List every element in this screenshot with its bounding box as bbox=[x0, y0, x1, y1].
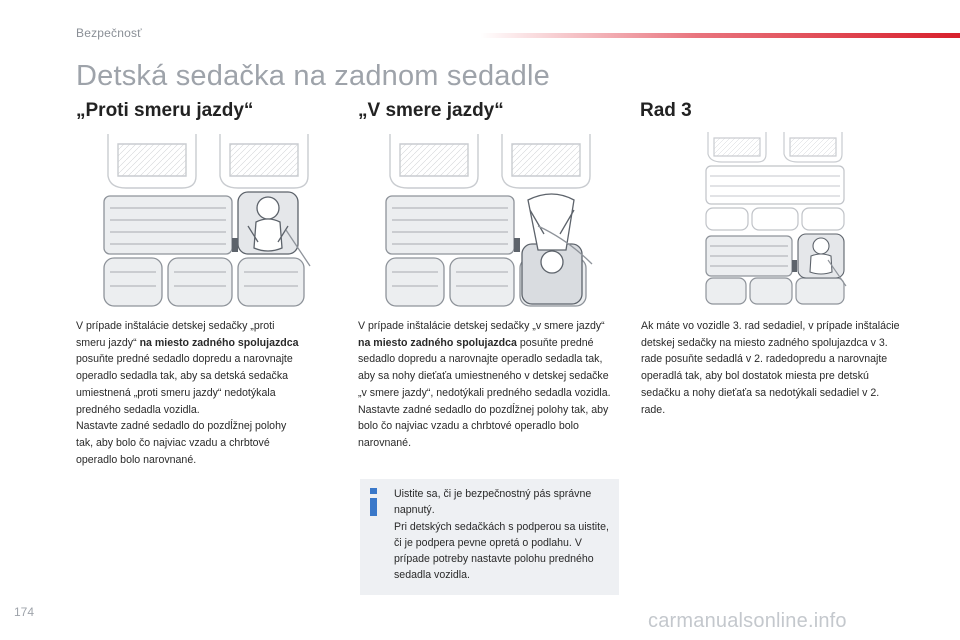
second-row-seats bbox=[706, 166, 844, 230]
front-seats-outline bbox=[108, 134, 308, 188]
rear-facing-seat-diagram bbox=[96, 130, 320, 312]
seat-anchor bbox=[232, 238, 238, 252]
info-icon bbox=[367, 488, 381, 516]
watermark: carmanualsonline.info bbox=[648, 610, 847, 632]
forward-facing-instructions: V prípade inštalácie detskej sedačky „v smere jazdy“ na miesto zadného spolujazdca posuňte predné sedadlo dopredu a narovnajte operadlo sedadla tak, aby sa nohy dieťaťa umiestneného v detskej sedačke „v smere jazdy“, nedotýkali predného sedadla vozidla. Nastavte zadné sedadlo do pozdĺžnej polohy tak, aby bolo čo najviac vzadu a chrbtové operadlo bolo narovnané. bbox=[358, 320, 611, 449]
forward-facing-seat-diagram bbox=[378, 130, 602, 312]
header-accent-rule bbox=[480, 33, 960, 38]
third-row-instructions: Ak máte vo vozidle 3. rad sedadiel, v prípade inštalácie detskej sedačky na miesto zadného spolujazdca v 3. rade posuňte sedadlá v 2. radedopredu a narovnajte operadlá tak, aby bol dostatok miesta pre detskú sedačku a nohy dieťaťa sa nedotýkali sedadiel v 2. rade. bbox=[641, 320, 900, 416]
column-title-row-3: Rad 3 bbox=[640, 100, 692, 121]
column-title-forward-facing: „V smere jazdy“ bbox=[358, 100, 504, 121]
info-box-text: Uistite sa, či je bezpečnostný pás správne napnutý. Pri detských sedačkách s podperou sa uistite, či je podpera pevne opretá o podlahu. V prípade potreby nastavte polohu predného sedadla vozidla. bbox=[394, 488, 609, 582]
column-title-rear-facing: „Proti smeru jazdy“ bbox=[76, 100, 254, 121]
front-seats-outline bbox=[708, 132, 842, 162]
page-title: Detská sedačka na zadnom sedadle bbox=[76, 60, 550, 92]
page-number: 174 bbox=[14, 605, 35, 619]
third-row-seat-diagram bbox=[700, 128, 850, 310]
child-seat-forward-facing bbox=[522, 194, 592, 304]
child-seat-rear-facing bbox=[238, 192, 310, 266]
seat-anchor bbox=[514, 238, 520, 252]
front-seats-outline bbox=[390, 134, 590, 188]
section-label: Bezpečnosť bbox=[76, 26, 142, 40]
rear-facing-instructions: V prípade inštalácie detskej sedačky „proti smeru jazdy“ na miesto zadného spolujazdca posuňte predné sedadlo dopredu a narovnajte operadlo sedadla tak, aby sa detská sedačka umiestnená „proti smeru jazdy“ nedotýkala predného sedadla vozidla. Nastavte zadné sedadlo do pozdĺžnej polohy tak, aby bolo čo najviac vzadu a chrbtové operadlo bolo narovnané. bbox=[76, 320, 299, 466]
seat-anchor bbox=[792, 260, 797, 272]
